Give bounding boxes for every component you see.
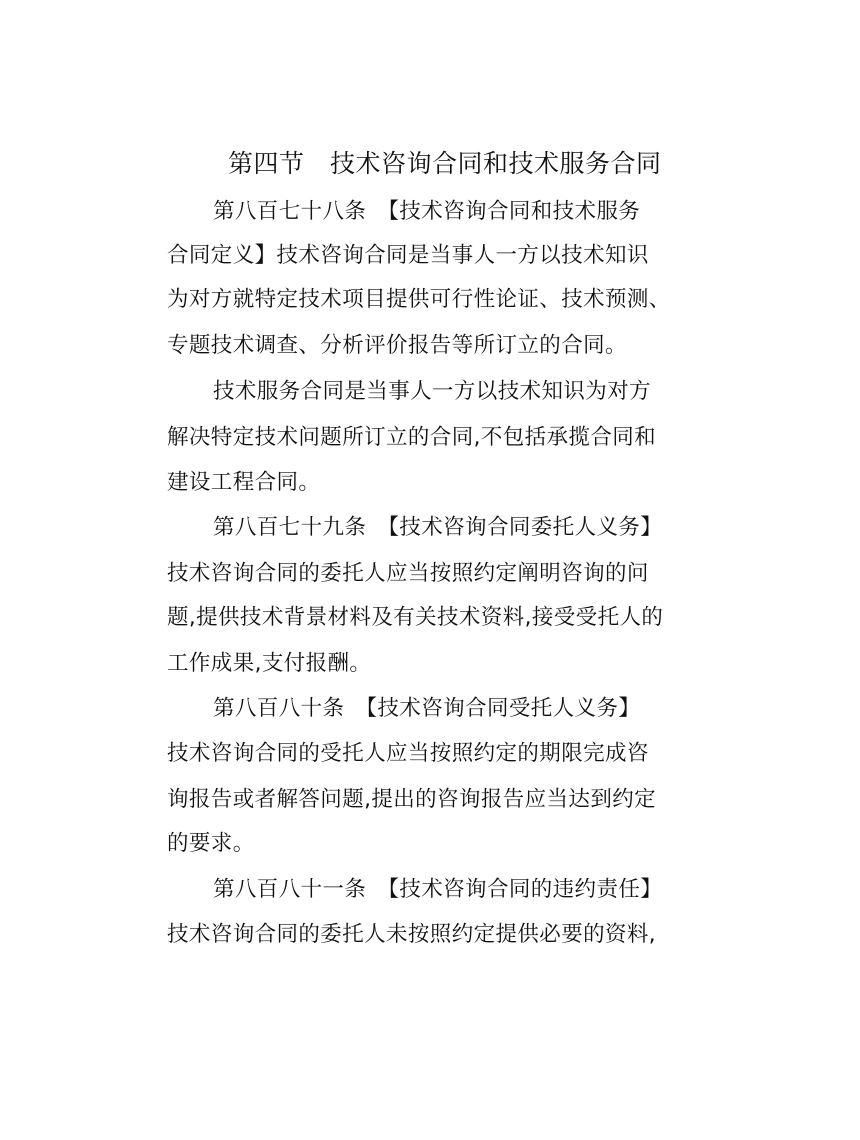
paragraph-line: 题,提供技术背景材料及有关技术资料,接受受托人的 [167,605,664,630]
paragraph-line: 专题技术调查、分析评价报告等所订立的合同。 [167,333,627,358]
paragraph-line: 工作成果,支付报酬。 [167,651,372,676]
paragraph-line: 技术咨询合同的受托人应当按照约定的期限完成咨 [167,741,649,766]
paragraph-line: 技术咨询合同的委托人应当按照约定阐明咨询的问 [167,561,649,586]
paragraph-line: 合同定义】技术咨询合同是当事人一方以技术知识 [167,243,649,268]
paragraph-line: 技术服务合同是当事人一方以技术知识为对方 [213,379,652,404]
article-878-heading-line: 第八百七十八条 【技术咨询合同和技术服务 [213,199,641,224]
paragraph-line: 建设工程合同。 [167,470,321,495]
article-881-heading-line: 第八百八十一条 【技术咨询合同的违约责任】 [213,877,663,902]
article-879-heading-line: 第八百七十九条 【技术咨询合同委托人义务】 [213,515,663,540]
paragraph-line: 询报告或者解答问题,提出的咨询报告应当达到约定 [167,787,657,812]
paragraph-line: 的要求。 [167,831,255,856]
paragraph-line: 技术咨询合同的委托人未按照约定提供必要的资料, [167,922,657,947]
article-880-heading-line: 第八百八十条 【技术咨询合同受托人义务】 [213,696,641,721]
paragraph-line: 解决特定技术问题所订立的合同,不包括承揽合同和 [167,425,657,450]
paragraph-line: 为对方就特定技术项目提供可行性论证、技术预测、 [167,287,671,312]
section-title: 第四节 技术咨询合同和技术服务合同 [228,149,662,178]
